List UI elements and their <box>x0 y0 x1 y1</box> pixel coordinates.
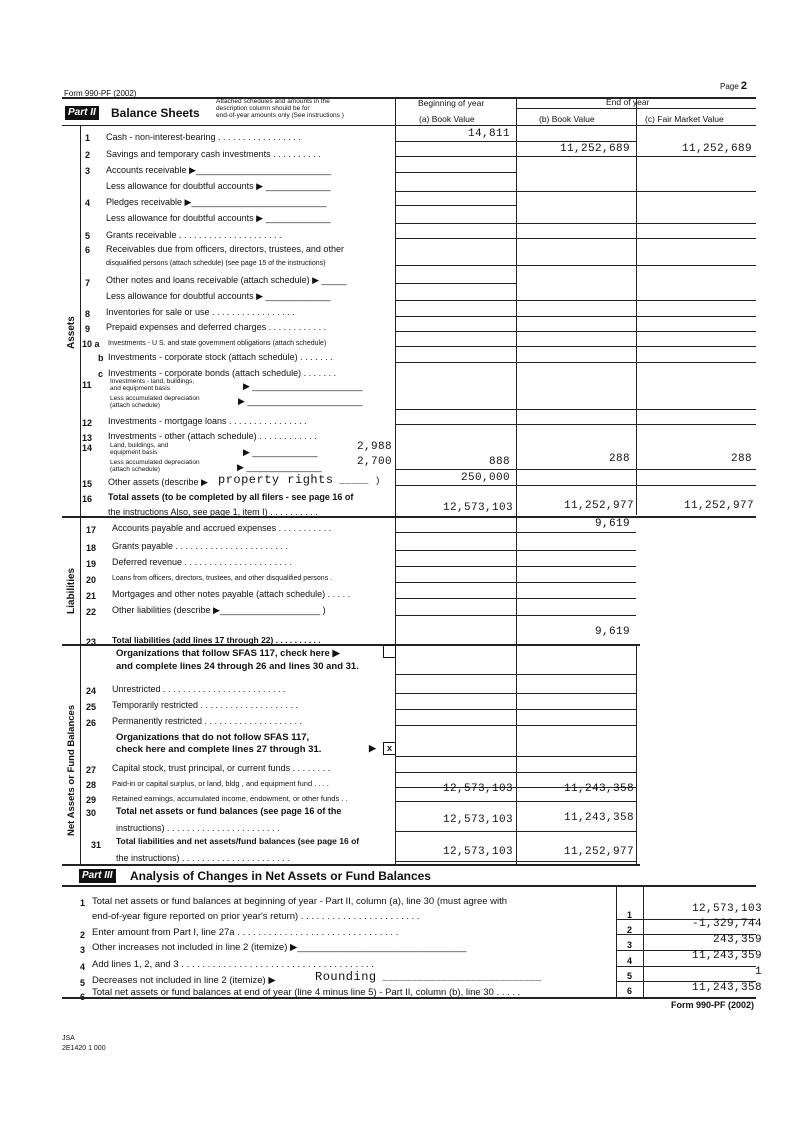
line-1-col-a: 14,811 <box>467 128 510 140</box>
p3-line-2-value: -1,329,744 <box>691 918 762 930</box>
line-2-label: Savings and temporary cash investments . . . . . . . . . . <box>106 149 321 159</box>
line-23-label: Total liabilities (add lines 17 through 22) . . . . . . . . . . <box>112 635 321 645</box>
line-30-col-b: 11,243,358 <box>563 812 634 824</box>
line-14-col-a: 888 <box>488 456 510 468</box>
line-10a-label: Investments - U S. and state government obligations (attach schedule) <box>108 340 327 347</box>
line-16-col-b: 11,252,977 <box>563 500 634 512</box>
line-14b2-label: (attach schedule) <box>110 466 160 473</box>
line-16-label: Total assets (to be completed by all filers - see page 16 of <box>108 492 354 502</box>
line-15-label: Other assets (describe ▶ <box>108 477 208 487</box>
col-end-header: End of year <box>606 97 650 107</box>
liabilities-bottom-rule <box>62 644 640 646</box>
part2-desc-3: end-of-year amounts only (See instructions ) <box>216 112 344 119</box>
line-10c-label: Investments - corporate bonds (attach schedule) . . . . . . . <box>108 368 337 378</box>
line-16-col-c: 11,252,977 <box>683 500 754 512</box>
nosfas-checkbox[interactable]: x <box>383 742 396 755</box>
col-begin-header: Beginning of year <box>418 98 485 108</box>
line-2-col-c: 11,252,689 <box>681 143 752 155</box>
line-10b-label: Investments - corporate stock (attach schedule) . . . . . . . <box>108 352 333 362</box>
line-8-label: Inventories for sale or use . . . . . . . . . . . . . . . . . <box>106 307 295 317</box>
line-14-col-b: 288 <box>608 453 630 465</box>
line-4-label: Pledges receivable ▶___________________________ <box>106 197 327 207</box>
line-13-label: Investments - other (attach schedule) . . . . . . . . . . . . <box>108 431 317 441</box>
line-28-label: Paid-in or capital surplus, or land, bldg , and equipment fund . . . . <box>112 779 329 788</box>
line-3b-label: Less allowance for doubtful accounts ▶ _____________ <box>106 181 331 191</box>
col-b-right-net <box>636 644 637 865</box>
col-a-header: (a) Book Value <box>419 114 475 124</box>
line-31b-label: the instructions) . . . . . . . . . . . . . . . . . . . . . . <box>116 853 290 863</box>
line-29-col-b: 11,243,358 <box>563 783 634 795</box>
line-14a-entry: ▶ _____________ <box>243 447 318 457</box>
line-7b-label: Less allowance for doubtful accounts ▶ _____________ <box>106 291 331 301</box>
line-26-label: Permanently restricted . . . . . . . . . . . . . . . . . . . . <box>112 716 303 726</box>
p3-line-4-value: 11,243,359 <box>691 950 762 962</box>
line-29-label: Retained earnings, accumulated income, endowment, or other funds . . <box>112 794 348 803</box>
part2-header-bottom <box>62 125 756 126</box>
line-2-col-b: 11,252,689 <box>559 143 630 155</box>
part2-bottom-rule <box>62 864 640 866</box>
line-16b-label: the instructions Also, see page 1, item I) . . . . . . . . . . <box>108 507 318 517</box>
part3-title: Analysis of Changes in Net Assets or Fund Balances <box>130 869 431 883</box>
p3-line-6-label: Total net assets or fund balances at end of year (line 4 minus line 5) - Part II, column (b), line 30 . . . . . <box>92 987 521 998</box>
p3-line-3-value: 243,359 <box>712 934 762 946</box>
line-14-col-c: 288 <box>730 453 752 465</box>
line-11a-entry: ▶ ______________________ <box>243 381 363 391</box>
sfas117-line1: Organizations that follow SFAS 117, check here ▶ <box>116 648 340 659</box>
side-label-net-assets: Net Assets or Fund Balances <box>66 704 77 836</box>
line-14b-label: Less accumulated depreciation <box>110 459 200 466</box>
part2-desc-1: Attached schedules and amounts in the <box>216 98 330 105</box>
footer-jsa: JSA <box>62 1035 75 1042</box>
p3-line-5-value: 1 <box>754 966 762 978</box>
line-5-label: Grants receivable . . . . . . . . . . . . . . . . . . . . . <box>106 230 282 240</box>
assets-bottom-rule <box>62 516 756 518</box>
line-30-label: Total net assets or fund balances (see page 16 of the <box>116 806 342 816</box>
p3-line-1-label: Total net assets or fund balances at beginning of year - Part II, column (a), line 30 (must agree with <box>92 896 508 907</box>
line-25-label: Temporarily restricted . . . . . . . . . . . . . . . . . . . . <box>112 700 299 710</box>
nosfas-line1: Organizations that do not follow SFAS 117, <box>116 732 310 743</box>
p3-line-1b-label: end-of-year figure reported on prior year's return) . . . . . . . . . . . . . . . . . . . . . . . <box>92 911 420 922</box>
line-1-label: Cash - non-interest-bearing . . . . . . . . . . . . . . . . . <box>106 132 301 142</box>
part2-title: Balance Sheets <box>111 106 200 120</box>
p3-line-6-value: 11,243,358 <box>691 982 762 994</box>
p3-line-1-value: 12,573,103 <box>691 903 762 915</box>
line-18-label: Grants payable . . . . . . . . . . . . . . . . . . . . . . . <box>112 541 289 551</box>
line-14-basis: 2,988 <box>356 441 392 453</box>
line-6b-label: disqualified persons (attach schedule) (see page 15 of the instructions) <box>106 260 326 267</box>
line-29-col-a: 12,573,103 <box>442 783 513 795</box>
line-22-label: Other liabilities (describe ▶____________________ ) <box>112 605 326 615</box>
p3-line-3-label: Other increases not included in line 2 (itemize) ▶________________________________ <box>92 942 467 953</box>
footer-form-label: Form 990-PF (2002) <box>671 1000 755 1010</box>
line-14a2-label: equipment basis <box>110 449 158 456</box>
nosfas-arrow: ▶ <box>369 743 376 753</box>
line-30b-label: instructions) . . . . . . . . . . . . . . . . . . . . . . . <box>116 823 280 833</box>
line-14-depr: 2,700 <box>356 456 392 468</box>
line-4b-label: Less allowance for doubtful accounts ▶ _____________ <box>106 213 331 223</box>
side-divider <box>80 125 81 865</box>
line-15-col-a: 250,000 <box>460 472 510 484</box>
p3-line-5-label: Decreases not included in line 2 (itemize) ▶ <box>92 975 276 986</box>
nosfas-line2: check here and complete lines 27 through 31. <box>116 744 322 755</box>
sfas117-checkbox[interactable] <box>383 645 396 658</box>
line-11a-label: Investments - land, buildings, <box>110 378 195 385</box>
line-11b-label: Less accumulated depreciation <box>110 395 200 402</box>
footer-code: 2E1420 1 000 <box>62 1045 106 1052</box>
p3-line-5-desc: Rounding ___________________________ <box>315 970 542 984</box>
line-9-label: Prepaid expenses and deferred charges . . . . . . . . . . . . <box>106 322 327 332</box>
line-11a2-label: and equipment basis <box>110 385 170 392</box>
line-31-col-b: 11,252,977 <box>563 846 634 858</box>
line-31-col-a: 12,573,103 <box>442 846 513 858</box>
side-label-assets: Assets <box>66 316 77 349</box>
p3-line-2-label: Enter amount from Part I, line 27a . . . . . . . . . . . . . . . . . . . . . . . . . . . . . . . <box>92 927 399 938</box>
line-23-col-b: 9,619 <box>594 626 630 638</box>
part3-badge: Part III <box>79 869 116 883</box>
line-20-label: Loans from officers, directors, trustees, and other disqualified persons . <box>112 575 333 582</box>
line-19-label: Deferred revenue . . . . . . . . . . . . . . . . . . . . . . <box>112 557 293 567</box>
line-14a-label: Land, buildings, and <box>110 442 169 449</box>
line-12-label: Investments - mortgage loans . . . . . . . . . . . . . . . . <box>108 416 307 426</box>
line-7-label: Other notes and loans receivable (attach schedule) ▶ _____ <box>106 275 347 285</box>
line-24-label: Unrestricted . . . . . . . . . . . . . . . . . . . . . . . . . <box>112 684 286 694</box>
part2-desc-2: description column should be for <box>216 105 310 112</box>
line-17-label: Accounts payable and accrued expenses . . . . . . . . . . . <box>112 523 332 533</box>
col-b-header: (b) Book Value <box>539 114 595 124</box>
line-11b-entry: ▶ _______________________ <box>238 396 363 406</box>
line-14b-entry: ▶ _______________ <box>237 462 322 472</box>
line-17-col-b: 9,619 <box>594 518 630 530</box>
header-rule <box>62 97 756 99</box>
line-11b2-label: (attach schedule) <box>110 402 160 409</box>
col-c-left <box>636 97 637 515</box>
form-label: Form 990-PF (2002) <box>64 89 137 98</box>
col-b-left <box>516 97 517 865</box>
line-21-label: Mortgages and other notes payable (attach schedule) . . . . . <box>112 589 351 599</box>
line-31-label: Total liabilities and net assets/fund balances (see page 16 of <box>116 836 360 846</box>
line-16-col-a: 12,573,103 <box>442 502 513 514</box>
page-label: Page 2 <box>720 80 748 92</box>
line-6-label: Receivables due from officers, directors, trustees, and other <box>106 244 344 254</box>
col-c-header: (c) Fair Market Value <box>645 114 724 124</box>
line-15-desc: property rights _____ ) <box>218 473 381 487</box>
line-30-col-a: 12,573,103 <box>442 814 513 826</box>
sfas117-line2: and complete lines 24 through 26 and lines 30 and 31. <box>116 661 359 672</box>
line-27-label: Capital stock, trust principal, or current funds . . . . . . . . <box>112 763 331 773</box>
line-3-label: Accounts receivable ▶___________________________ <box>106 165 332 175</box>
side-label-liabilities: Liabilities <box>66 567 77 614</box>
part2-badge: Part II <box>65 106 99 120</box>
p3-line-4-label: Add lines 1, 2, and 3 . . . . . . . . . . . . . . . . . . . . . . . . . . . . . . . . . . . . . <box>92 959 374 970</box>
